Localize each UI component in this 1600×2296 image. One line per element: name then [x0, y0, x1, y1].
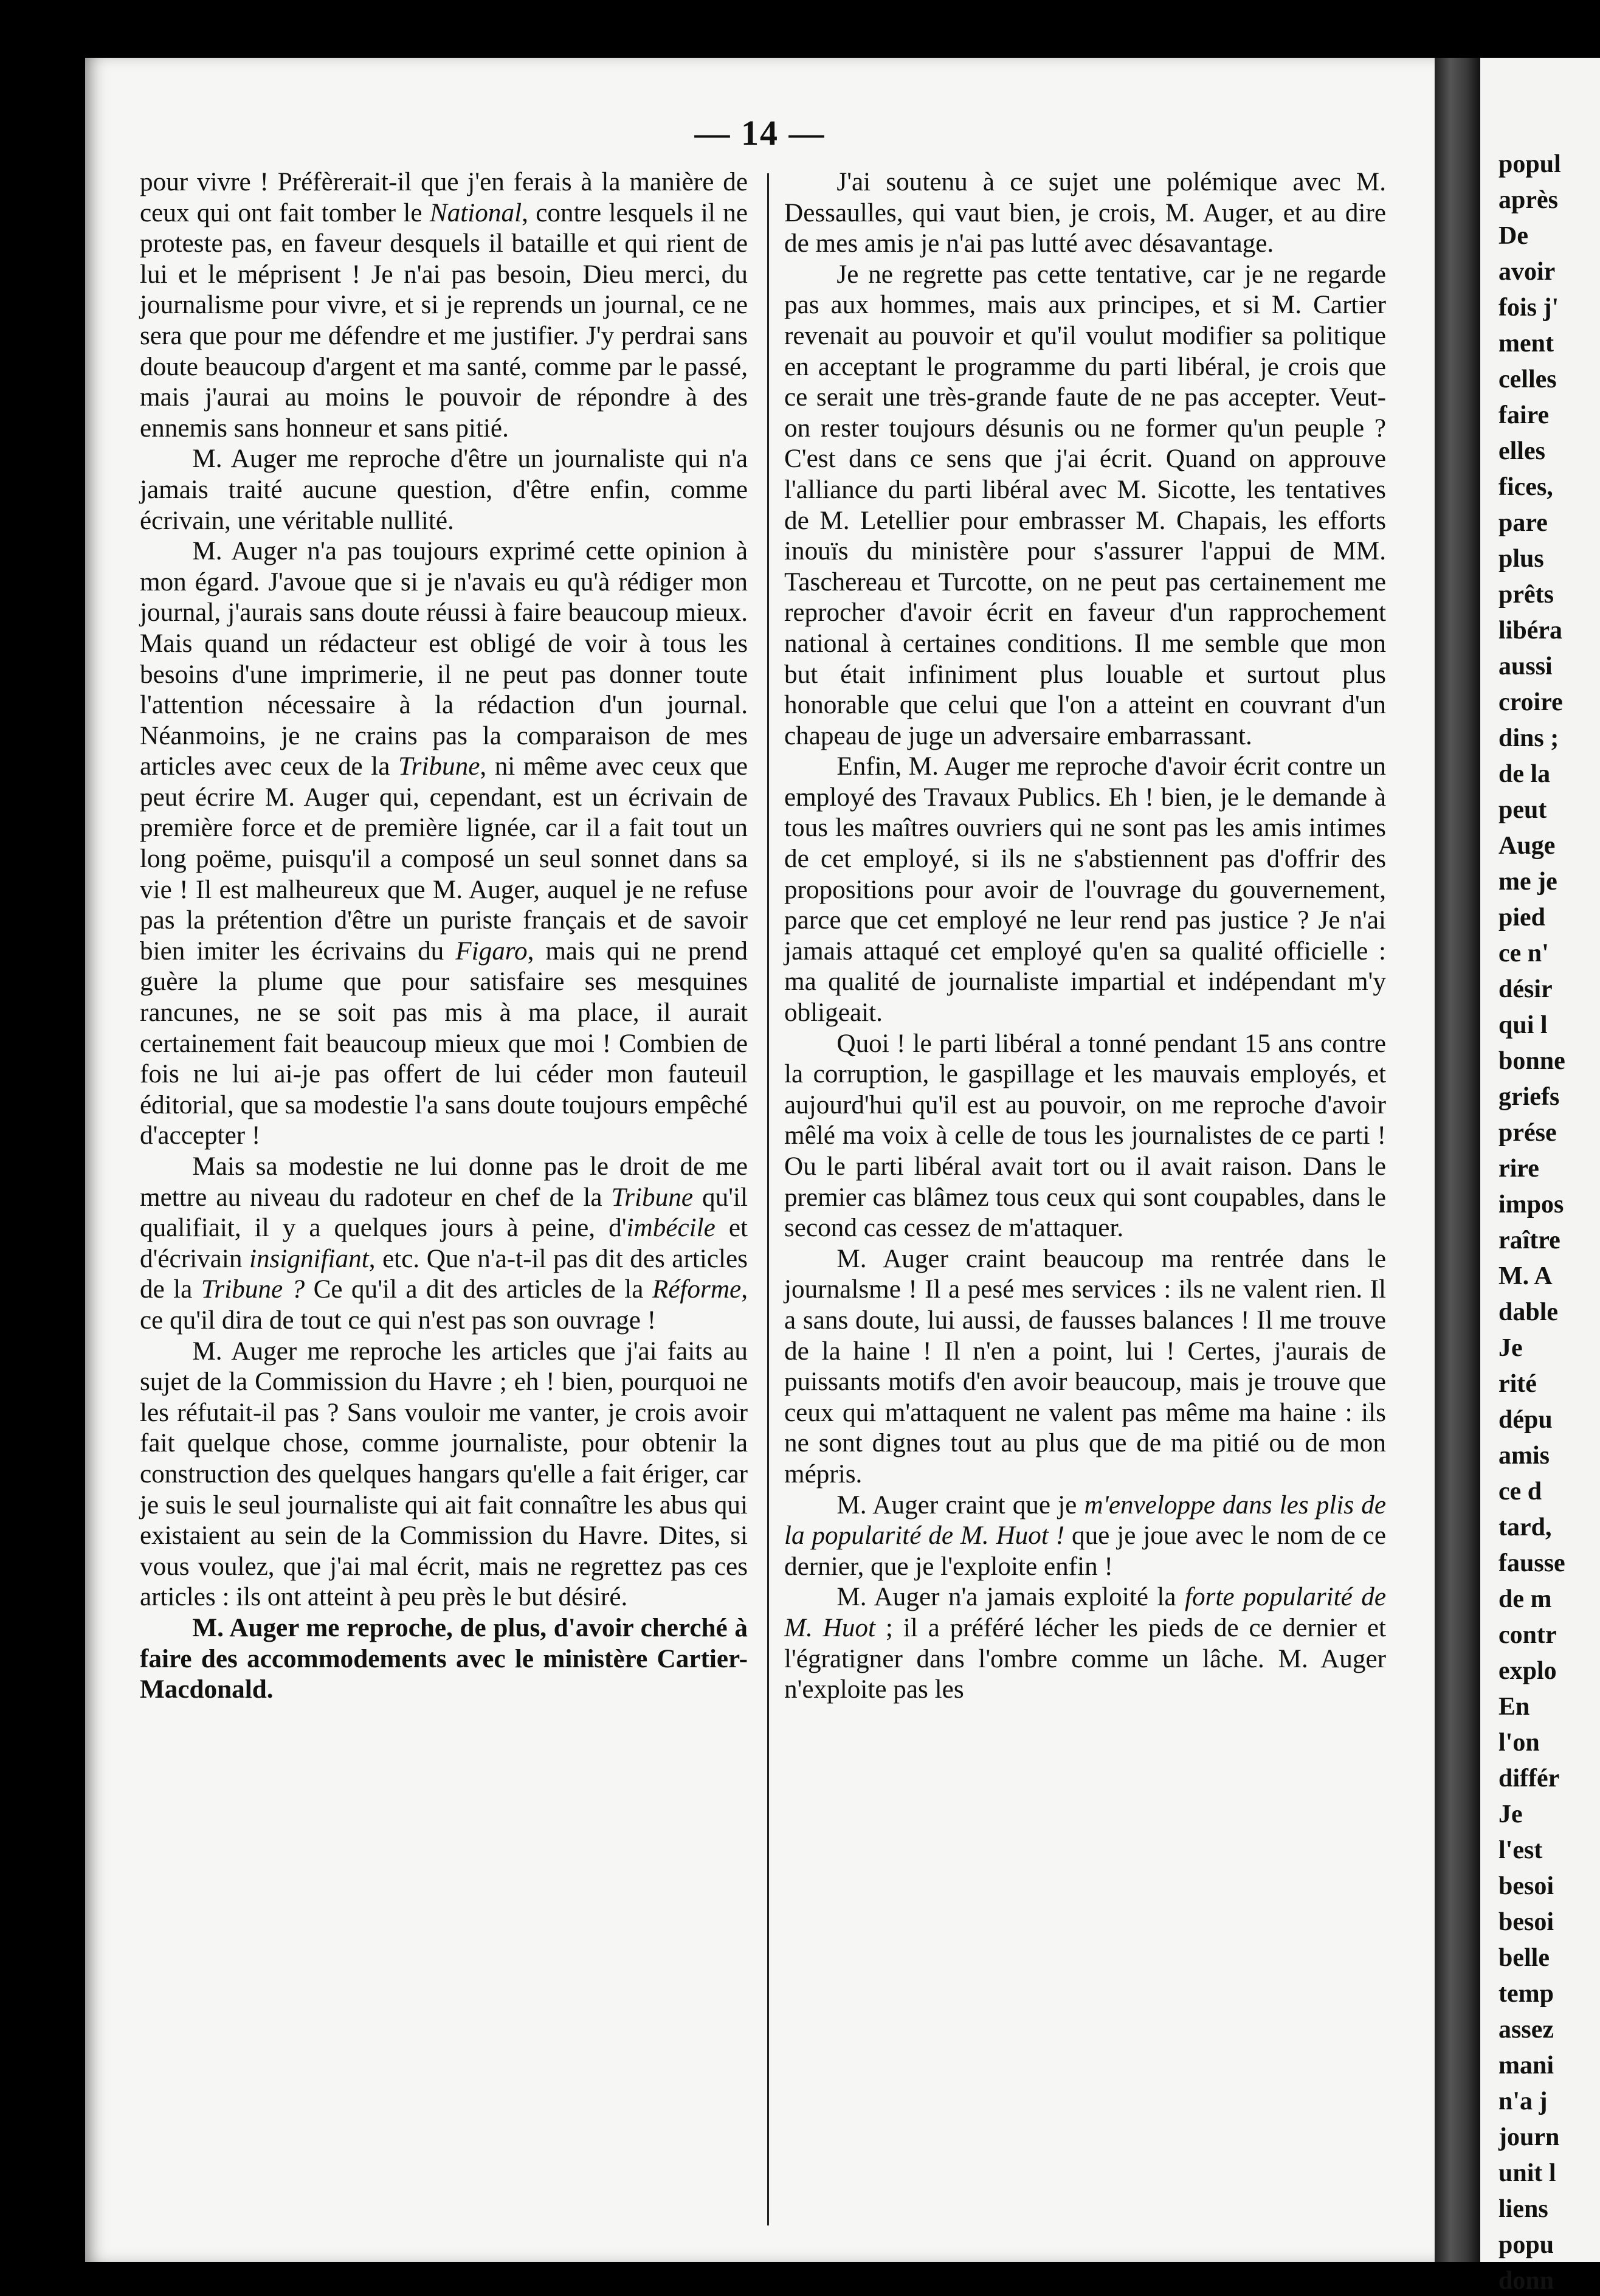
adjacent-page-line: prêts: [1498, 581, 1554, 609]
paragraph: [140, 536, 748, 1152]
paragraph-text: , contre lesquels il ne proteste pas, en faveur desquels il bataille et qui rient de lui et le méprisent ! Je n'ai pas besoin, Dieu merci, du journalisme pour vivre, et si je reprends un journal, ce ne sera que pour me défendre et me justifier. J'y perdrai sans doute beaucoup d'argent et ma santé, comme par le passé, mais j'aurai au moins le pouvoir de répondre à des ennemis sans honneur et sans pitié.: [140, 198, 748, 443]
adjacent-page-line: elles: [1498, 437, 1545, 465]
paragraph: [140, 1152, 748, 1336]
paragraph-text: ; il a préféré lécher les pieds de ce dernier et l'égratigner dans l'ombre comme un lâche. M. Auger n'exploite pas les: [784, 1613, 1386, 1704]
adjacent-page-line: Je: [1498, 1800, 1523, 1828]
italic-text: insignifiant: [249, 1244, 369, 1273]
adjacent-page-line: après: [1498, 186, 1558, 214]
adjacent-page-line: popu: [1498, 2231, 1554, 2259]
adjacent-page-line: différ: [1498, 1765, 1560, 1793]
adjacent-page-line: amis: [1498, 1442, 1550, 1470]
adjacent-page-line: qui l: [1498, 1011, 1548, 1039]
paragraph: [140, 444, 748, 536]
adjacent-page-line: désir: [1498, 975, 1553, 1003]
adjacent-page-line: peut: [1498, 796, 1547, 824]
adjacent-page-line: explo: [1498, 1657, 1557, 1685]
adjacent-page-line: pied: [1498, 904, 1546, 932]
adjacent-page-line: griefs: [1498, 1083, 1560, 1111]
adjacent-page-line: ce d: [1498, 1478, 1542, 1506]
adjacent-page-line: M. A: [1498, 1262, 1553, 1290]
paragraph-text: M. Auger craint que je: [836, 1490, 1084, 1520]
italic-text: m'enveloppe dans les plis de la popularité de M. Huot !: [784, 1490, 1387, 1551]
adjacent-page-line: ce n': [1498, 939, 1549, 967]
paragraph-text: et d'écrivain: [140, 1214, 748, 1273]
adjacent-page-line: croire: [1498, 688, 1563, 716]
paragraph-text: J'ai soutenu à ce sujet une polémique avec M. Dessaulles, qui vaut bien, je crois, M. Auger, et au dire de mes amis je n'ai pas lutté avec désavantage.: [784, 168, 1386, 258]
adjacent-page-line: celles: [1498, 365, 1557, 393]
adjacent-page-line: dépu: [1498, 1406, 1553, 1434]
paragraph: [140, 1613, 748, 1706]
paragraph: [784, 260, 1386, 752]
document-page: [85, 58, 1435, 2262]
adjacent-page-line: ment: [1498, 330, 1554, 358]
adjacent-page-line: plus: [1498, 545, 1544, 573]
adjacent-page-line: Je: [1498, 1334, 1523, 1362]
italic-text: Tribune: [398, 752, 480, 781]
paragraph-text: , mais qui ne prend guère la plume que pour satisfaire ses mesquines rancunes, ne se soit pas mis à ma place, il aurait certainement fait beaucoup mieux que moi ! Combien de fois ne lui ai-je pas offert de lui céder mon fauteuil éditorial, que sa modestie l'a sans doute toujours empêché d'accepter !: [140, 936, 748, 1150]
adjacent-page-line: journ: [1498, 2123, 1560, 2151]
right-column: [784, 167, 1386, 2238]
adjacent-page-line: rire: [1498, 1155, 1539, 1183]
paragraph-text: Je ne regrette pas cette tentative, car je ne regarde pas aux hommes, mais aux principes, et si M. Cartier revenait au pouvoir et qu'il voulut modifier sa politique en acceptant le programme du parti libéral, je crois que ce serait une très-grande faute de ne pas accepter. Veut-on rester toujours désunis ou ne former qu'un peuple ? C'est dans ce sens que j'ai écrit. Quand on approuve l'alliance du parti libéral avec M. Sicotte, les tentatives de M. Letellier pour embrasser M. Chapais, les efforts inouïs du ministère pour s'assurer l'appui de MM. Taschereau et Turcotte, on ne peut pas certainement me reprocher d'avoir écrit en faveur d'un rapprochement national à certaines conditions. Il me semble que mon but était infiniment plus louable et surtout plus honorable que celui que l'on a atteint en couvrant d'un chapeau de juge un adversaire embarrassant.: [784, 260, 1386, 750]
adjacent-page-line: faire: [1498, 401, 1550, 429]
paragraph-text: M. Auger craint beaucoup ma rentrée dans le journalsme ! Il a pesé mes services : ils ne valent rien. Il a sans doute, lui aussi, de fausses balances ! Il me trouve de la haine ! Il n'en a point, lui ! Certes, j'aurais de puissants motifs d'en avoir beaucoup, mais je trouve que ceux qui m'attaquent ne valent pas même ma haine : ils ne sont dignes tout au plus que de ma pitié ou de mon mépris.: [784, 1244, 1386, 1489]
adjacent-page-line: unit l: [1498, 2159, 1556, 2187]
italic-text: Tribune ?: [201, 1275, 305, 1304]
paragraph-text: Enfin, M. Auger me reproche d'avoir écrit contre un employé des Travaux Publics. Eh ! bien, je le demande à tous les maîtres ouvriers qui ne sont pas les amis intimes de cet employé, si ils ne s'abstiennent pas d'offrir des propositions pour avoir de l'ouvrage du gouvernement, parce que cet employé ne leur rend pas justice ? Je n'ai jamais attaqué cet employé qu'en sa qualité officielle : ma qualité de journaliste impartial et indépendant m'y obligeait.: [784, 752, 1386, 1028]
paragraph-text: M. Auger me reproche les articles que j'ai faits au sujet de la Commission du Havre ; eh ! bien, pourquoi ne les réfutait-il pas ? Sans vouloir me vanter, je crois avoir fait quelque chose, comme journaliste, pour obtenir la construction des quelques hangars qu'elle a fait ériger, car je suis le seul journaliste qui ait fait connaître les abus qui existaient au sein de la Commission du Havre. Dites, si vous voulez, que j'ai mal écrit, mais ne regrettez pas ces articles : ils ont atteint à peu près le but désiré.: [140, 1336, 748, 1612]
paragraph: [784, 167, 1386, 260]
paragraph-text: M. Auger me reproche, de plus, d'avoir cherché à faire des accommodements avec le ministère Cartier-Macdonald.: [140, 1613, 748, 1704]
paragraph-text: M. Auger n'a jamais exploité la: [836, 1583, 1185, 1612]
adjacent-page-line: de m: [1498, 1585, 1552, 1613]
adjacent-page-line: bonne: [1498, 1047, 1565, 1075]
adjacent-page-line: besoi: [1498, 1872, 1554, 1900]
paragraph: [784, 752, 1386, 1028]
adjacent-page-line: En: [1498, 1693, 1530, 1721]
paragraph-text: , ce qu'il dira de tout ce qui n'est pas son ouvrage !: [140, 1275, 748, 1335]
adjacent-page-line: aussi: [1498, 652, 1553, 680]
paragraph: [784, 1490, 1386, 1583]
adjacent-page-line: contr: [1498, 1621, 1557, 1649]
adjacent-page-line: besoi: [1498, 1908, 1554, 1936]
italic-text: National: [429, 198, 522, 227]
adjacent-page-line: belle: [1498, 1944, 1550, 1972]
italic-text: Figaro: [455, 936, 528, 966]
paragraph-text: Quoi ! le parti libéral a tonné pendant 15 ans contre la corruption, le gaspillage et les mauvais employés, et aujourd'hui qu'il est au pouvoir, on me reproche d'avoir mêlé ma voix à celle de tous les journalistes de ce parti ! Ou le parti libéral avait tort ou il avait raison. Dans le premier cas blâmez tous ceux qui sont coupables, dans le second cas cessez de m'attaquer.: [784, 1029, 1386, 1243]
adjacent-page-line: assez: [1498, 2016, 1554, 2044]
adjacent-page-line: impos: [1498, 1191, 1564, 1219]
italic-text: Tribune: [611, 1183, 693, 1212]
paragraph-text: M. Auger n'a pas toujours exprimé cette opinion à mon égard. J'avoue que si je n'avais eu qu'à rédiger mon journal, j'aurais sans doute réussi à faire beaucoup mieux. Mais quand un rédacteur est obligé de voir à tous les besoins d'une imprimerie, il ne peut pas donner toute l'attention nécessaire à la rédaction d'un journal. Néanmoins, je ne crains pas la comparaison de mes articles avec ceux de la: [140, 537, 748, 781]
adjacent-page-line: De: [1498, 222, 1528, 250]
adjacent-page-line: de la: [1498, 760, 1551, 788]
adjacent-page-line: tard,: [1498, 1513, 1552, 1541]
italic-text: imbécile: [626, 1214, 716, 1243]
paragraph-text: , ni même avec ceux que peut écrire M. Auger qui, cependant, est un écrivain de première force et de première lignée, car il a fait tout un long poëme, puisqu'il a composé un seul sonnet dans sa vie ! Il est malheureux que M. Auger, auquel je ne refuse pas la prétention d'être un puriste français et de savoir bien imiter les écrivains du: [140, 752, 748, 966]
paragraph-text: Mais sa modestie ne lui donne pas le droit de me mettre au niveau du radoteur en chef de la: [140, 1152, 748, 1212]
adjacent-page-line: rité: [1498, 1370, 1537, 1398]
italic-text: forte popularité de M. Huot: [784, 1583, 1386, 1642]
paragraph-text: , etc. Que n'a-t-il pas dit des articles de la: [140, 1244, 748, 1304]
adjacent-page-line: n'a j: [1498, 2087, 1548, 2115]
left-column: [140, 167, 748, 2238]
paragraph-text: Ce qu'il a dit des articles de la: [305, 1275, 652, 1304]
adjacent-page-line: fices,: [1498, 473, 1553, 501]
adjacent-page-line: mani: [1498, 2052, 1554, 2080]
adjacent-page-line: raître: [1498, 1226, 1560, 1254]
adjacent-page-line: me je: [1498, 868, 1557, 896]
adjacent-page-line: Auge: [1498, 832, 1556, 860]
scan-border-left: [0, 0, 85, 2262]
page-number: — 14 —: [694, 113, 826, 153]
adjacent-page-line: pare: [1498, 509, 1548, 537]
paragraph-text: que je joue avec le nom de ce dernier, que je l'exploite enfin !: [784, 1521, 1387, 1581]
italic-text: Réforme: [652, 1275, 742, 1304]
paragraph: [140, 167, 748, 444]
scan-border-top: [0, 0, 1600, 58]
paragraph: [784, 1244, 1386, 1490]
adjacent-page-line: fois j': [1498, 294, 1559, 322]
paragraph-text: pour vivre ! Préfèrerait-il que j'en ferais à la manière de ceux qui ont fait tomber le: [140, 168, 748, 227]
adjacent-page-line: fausse: [1498, 1549, 1565, 1577]
book-gutter: [1435, 58, 1480, 2262]
adjacent-page-line: l'est: [1498, 1836, 1543, 1864]
adjacent-page-line: prése: [1498, 1119, 1557, 1147]
adjacent-page-line: liens: [1498, 2195, 1548, 2223]
adjacent-page-fragment: [1480, 58, 1600, 2295]
adjacent-page-line: popul: [1498, 150, 1561, 178]
paragraph: [784, 1029, 1386, 1244]
adjacent-page-line: libéra: [1498, 617, 1562, 645]
adjacent-page-line: donn: [1498, 2267, 1554, 2295]
adjacent-page-line: dins ;: [1498, 724, 1559, 752]
paragraph-text: M. Auger me reproche d'être un journaliste qui n'a jamais traité aucune question, d'être enfin, comme écrivain, une véritable nullité.: [140, 444, 748, 535]
paragraph-text: qu'il qualifiait, il y a quelques jours à peine, d': [140, 1183, 748, 1243]
adjacent-page-line: temp: [1498, 1980, 1554, 2008]
paragraph: [140, 1336, 748, 1613]
paragraph: [784, 1582, 1386, 1705]
column-divider: [767, 173, 769, 2225]
adjacent-page-line: dable: [1498, 1298, 1559, 1326]
adjacent-page-line: l'on: [1498, 1729, 1540, 1757]
adjacent-page-line: avoir: [1498, 258, 1556, 286]
